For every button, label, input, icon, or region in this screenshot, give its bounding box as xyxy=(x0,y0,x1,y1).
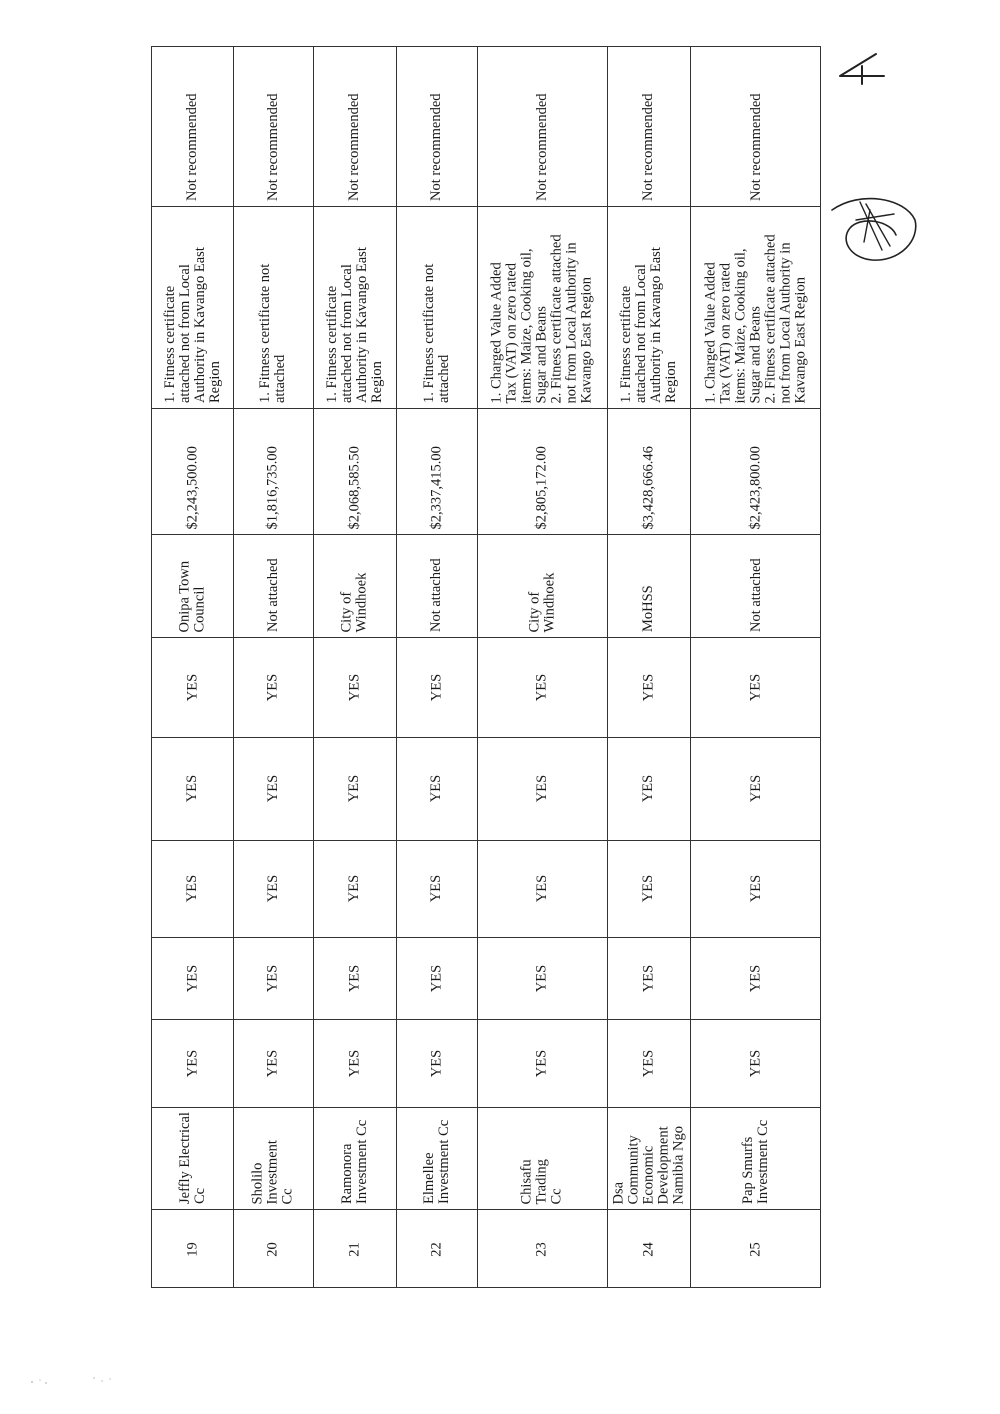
row-number-text: 20 xyxy=(264,1241,281,1257)
bid-amount-text: $2,805,172.00 xyxy=(533,445,550,529)
criterion-2-text: YES xyxy=(184,964,200,992)
criterion-3-text: YES xyxy=(184,874,200,903)
remarks-text: 1. Charged Value Added Tax (VAT) on zero rated items: Maize, Cooking oil, Sugar and Beans 2. Fitness certificate attached not from Local Authority in Kavango East Region xyxy=(488,233,595,403)
bidder-name-cell xyxy=(314,1108,395,1208)
criterion-4-cell xyxy=(608,738,689,839)
criterion-5-cell xyxy=(397,638,476,736)
criterion-4-text: YES xyxy=(264,774,281,803)
recommendation-text: Not recommended xyxy=(747,93,764,201)
fitness-authority-cell xyxy=(153,535,232,636)
criterion-4-text: YES xyxy=(184,774,200,803)
criterion-1-text: YES xyxy=(428,1049,444,1077)
remarks-cell xyxy=(397,207,476,407)
criterion-5-text: YES xyxy=(264,673,281,701)
recommendation-text: Not recommended xyxy=(264,93,281,201)
criterion-2-cell xyxy=(608,938,689,1018)
bidder-name-cell xyxy=(478,1108,606,1208)
criterion-3-cell xyxy=(314,841,395,936)
fitness-authority-text: City of Windhoek xyxy=(338,572,370,632)
bidder-name-cell xyxy=(153,1108,232,1208)
recommendation-text: Not recommended xyxy=(640,93,656,201)
fitness-authority-text: Onipa Town Council xyxy=(176,560,208,632)
fitness-authority-text: MoHSS xyxy=(640,585,656,632)
remarks-cell xyxy=(608,207,689,407)
criterion-4-cell xyxy=(234,738,312,839)
recommendation-cell xyxy=(608,48,689,205)
scan-artifact xyxy=(24,1370,134,1390)
criterion-3-text: YES xyxy=(533,874,550,903)
criterion-5-text: YES xyxy=(428,673,444,701)
criterion-1-text: YES xyxy=(264,1049,281,1077)
criterion-1-cell xyxy=(608,1020,689,1106)
criterion-1-cell xyxy=(397,1020,476,1106)
row-number-cell xyxy=(691,1210,821,1288)
criterion-4-text: YES xyxy=(533,774,550,803)
criterion-2-text: YES xyxy=(264,964,281,992)
criterion-4-text: YES xyxy=(346,774,362,803)
bid-amount-cell xyxy=(608,409,689,533)
criterion-3-cell xyxy=(397,841,476,936)
bid-amount-cell xyxy=(153,409,232,533)
bidder-name-cell xyxy=(234,1108,312,1208)
bid-amount-cell xyxy=(478,409,606,533)
fitness-authority-text: Not attached xyxy=(428,558,444,632)
fitness-authority-cell xyxy=(478,535,606,636)
criterion-1-cell xyxy=(314,1020,395,1106)
recommendation-text: Not recommended xyxy=(346,93,362,201)
fitness-authority-cell xyxy=(234,535,312,636)
criterion-3-cell xyxy=(691,841,821,936)
criterion-1-text: YES xyxy=(640,1049,656,1077)
criterion-3-cell xyxy=(478,841,606,936)
remarks-text: 1. Charged Value Added Tax (VAT) on zero rated items: Maize, Cooking oil, Sugar and Beans 2. Fitness certificate attached not from Local Authority in Kavango East Region xyxy=(702,233,809,403)
criterion-2-text: YES xyxy=(640,964,656,992)
fitness-authority-cell xyxy=(691,535,821,636)
recommendation-text: Not recommended xyxy=(533,93,550,201)
criterion-2-cell xyxy=(153,938,232,1018)
criterion-5-cell xyxy=(314,638,395,736)
criterion-4-text: YES xyxy=(428,774,444,803)
criterion-2-text: YES xyxy=(346,964,362,992)
criterion-4-cell xyxy=(478,738,606,839)
criterion-1-text: YES xyxy=(533,1049,550,1077)
bidder-name-text: Elmellee Investment Cc xyxy=(420,1119,452,1204)
criterion-4-cell xyxy=(397,738,476,839)
bid-amount-cell xyxy=(691,409,821,533)
row-number-cell xyxy=(234,1210,312,1288)
recommendation-text: Not recommended xyxy=(428,93,444,201)
bidder-name-text: Dsa Community Economic Development Namibia Ngo xyxy=(610,1125,686,1204)
criterion-2-text: YES xyxy=(747,964,764,992)
recommendation-cell xyxy=(691,48,821,205)
criterion-3-text: YES xyxy=(747,874,764,903)
row-number-cell xyxy=(314,1210,395,1288)
evaluation-table xyxy=(151,46,821,1288)
criterion-5-text: YES xyxy=(184,673,200,701)
row-number-text: 21 xyxy=(346,1241,362,1257)
bidder-name-cell xyxy=(397,1108,476,1208)
bid-amount-cell xyxy=(314,409,395,533)
criterion-3-text: YES xyxy=(428,874,444,903)
row-number-text: 25 xyxy=(747,1241,764,1257)
criterion-1-cell xyxy=(234,1020,312,1106)
row-number-cell xyxy=(478,1210,606,1288)
criterion-5-cell xyxy=(153,638,232,736)
recommendation-text: Not recommended xyxy=(184,93,200,201)
recommendation-cell xyxy=(234,48,312,205)
criterion-2-text: YES xyxy=(428,964,444,992)
remarks-cell xyxy=(153,207,232,407)
criterion-3-cell xyxy=(234,841,312,936)
criterion-3-text: YES xyxy=(346,874,362,903)
row-number-cell xyxy=(608,1210,689,1288)
recommendation-cell xyxy=(478,48,606,205)
bidder-name-text: Chisafu Trading Cc xyxy=(518,1158,565,1204)
criterion-3-cell xyxy=(153,841,232,936)
criterion-1-text: YES xyxy=(184,1049,200,1077)
fitness-authority-cell xyxy=(608,535,689,636)
remarks-text: 1. Fitness certificate not attached xyxy=(420,263,452,403)
fitness-authority-text: Not attached xyxy=(264,558,281,632)
row-number-text: 19 xyxy=(184,1241,200,1257)
bid-amount-text: $1,816,735.00 xyxy=(264,445,281,529)
bid-amount-text: $2,068,585.50 xyxy=(346,445,362,529)
bid-amount-cell xyxy=(397,409,476,533)
criterion-5-cell xyxy=(478,638,606,736)
criterion-3-cell xyxy=(608,841,689,936)
criterion-2-cell xyxy=(234,938,312,1018)
criterion-4-text: YES xyxy=(640,774,656,803)
remarks-text: 1. Fitness certificate attached not from Local Authority in Kavango East Region xyxy=(617,247,679,403)
row-number-cell xyxy=(397,1210,476,1288)
bidder-name-text: Pap Smurfs Investment Cc xyxy=(740,1119,771,1204)
remarks-text: 1. Fitness certificate not attached xyxy=(257,263,288,403)
criterion-2-cell xyxy=(314,938,395,1018)
bidder-name-text: Sholilo Investment Cc xyxy=(249,1139,296,1204)
remarks-cell xyxy=(234,207,312,407)
row-number-text: 24 xyxy=(640,1241,656,1257)
criterion-5-text: YES xyxy=(640,673,656,701)
remarks-text: 1. Fitness certificate attached not from Local Authority in Kavango East Region xyxy=(323,247,385,403)
criterion-5-text: YES xyxy=(747,673,764,701)
recommendation-cell xyxy=(153,48,232,205)
criterion-5-text: YES xyxy=(346,673,362,701)
bidder-name-text: Jeffly Electrical Cc xyxy=(176,1112,208,1204)
criterion-2-cell xyxy=(397,938,476,1018)
bid-amount-text: $3,428,666.46 xyxy=(640,445,656,529)
recommendation-cell xyxy=(397,48,476,205)
criterion-1-cell xyxy=(153,1020,232,1106)
criterion-5-cell xyxy=(234,638,312,736)
bid-amount-text: $2,243,500.00 xyxy=(184,445,200,529)
remarks-cell xyxy=(314,207,395,407)
criterion-3-text: YES xyxy=(264,874,281,903)
handwritten-page-number xyxy=(832,46,892,86)
fitness-authority-cell xyxy=(397,535,476,636)
criterion-2-text: YES xyxy=(533,964,550,992)
criterion-1-cell xyxy=(478,1020,606,1106)
criterion-4-cell xyxy=(691,738,821,839)
handwritten-signature xyxy=(820,180,930,270)
bid-amount-text: $2,337,415.00 xyxy=(428,445,444,529)
criterion-5-text: YES xyxy=(533,673,550,701)
criterion-1-text: YES xyxy=(346,1049,362,1077)
criterion-3-text: YES xyxy=(640,874,656,903)
criterion-4-text: YES xyxy=(747,774,764,803)
criterion-2-cell xyxy=(478,938,606,1018)
bid-amount-text: $2,423,800.00 xyxy=(747,445,764,529)
remarks-cell xyxy=(478,207,606,407)
bidder-name-text: Ramonora Investment Cc xyxy=(338,1119,370,1204)
bidder-name-cell xyxy=(608,1108,689,1208)
criterion-5-cell xyxy=(691,638,821,736)
criterion-1-text: YES xyxy=(747,1049,764,1077)
remarks-cell xyxy=(691,207,821,407)
fitness-authority-text: City of Windhoek xyxy=(526,572,557,632)
row-number-text: 23 xyxy=(533,1241,550,1257)
bidder-name-cell xyxy=(691,1108,821,1208)
criterion-2-cell xyxy=(691,938,821,1018)
fitness-authority-text: Not attached xyxy=(747,558,764,632)
fitness-authority-cell xyxy=(314,535,395,636)
criterion-4-cell xyxy=(314,738,395,839)
criterion-5-cell xyxy=(608,638,689,736)
remarks-text: 1. Fitness certificate attached not from Local Authority in Kavango East Region xyxy=(161,247,223,403)
row-number-cell xyxy=(153,1210,232,1288)
recommendation-cell xyxy=(314,48,395,205)
criterion-1-cell xyxy=(691,1020,821,1106)
criterion-4-cell xyxy=(153,738,232,839)
bid-amount-cell xyxy=(234,409,312,533)
row-number-text: 22 xyxy=(428,1241,444,1257)
